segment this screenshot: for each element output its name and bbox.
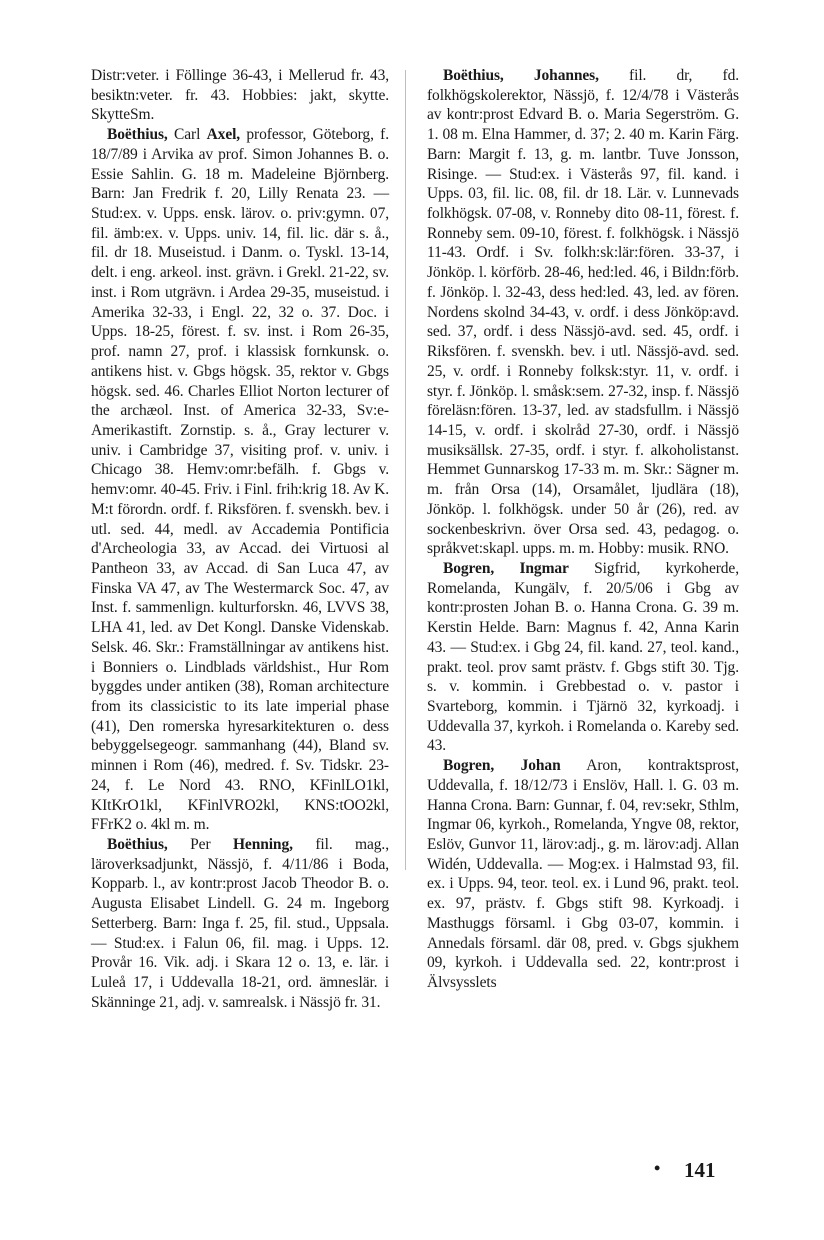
entry-surname: Boëthius, [443,67,504,84]
entry-surname: Bogren, [443,559,495,577]
biography-entry [427,66,739,559]
entry-text: Aron, kontraktsprost, Uddevalla, f. 18/12/73 i Enslöv, Hall. l. G. 03 m. Hanna Crona. Barn: Gunnar, f. 04, rev:sekr, Sthlm, Ingmar 06, kyrkoh., Romelanda, Yngve 08, rektor, Eslöv, Gunvor 11, lärov:adj., g. m. lärov:adj. Allan Widén, Uddevalla. — Mog:ex. i Halmstad 93, fil. ex. i Upps. 94, teor. teol. ex. i Lund 96, prakt. teol. ex. 97, prästv. f. Gbgs stift 98. Kyrkoadj. i Masthuggs församl. i Gbg 03-07, kommin. i Annedals församl. där 08, pred. v. Gbgs sjukhem 09, kyrkoh. i Uddevalla sed. 22, kontr:prost i Älvsysslets [427,757,739,992]
entry-surname: Boëthius, [107,126,168,144]
page-number: 141 [684,1158,716,1182]
left-column [91,66,389,1013]
column-divider [405,70,406,870]
entry-name-rest [494,757,520,774]
entry-given-name: Axel, [206,126,241,144]
entry-given-name: Henning, [232,836,293,854]
entry-given-name: Johan [520,757,561,775]
entry-surname: Boëthius, [107,836,168,854]
right-column [427,66,739,993]
entry-text: Distr:veter. i Föllinge 36-43, i Mellerud fr. 43, besiktn:veter. fr. 43. Hobbies: jakt, skytte. SkytteSm. [91,67,389,124]
entry-name-rest [494,560,519,577]
entry-text: Sigfrid, kyrkoherde, Romelanda, Kungälv, f. 20/5/06 i Gbg av kontr:prosten Johan B. o. Hanna Crona. G. 39 m. Kerstin Helde. Barn: Magnus f. 42, Anna Karin 43. — Stud:ex. i Gbg 24, fil. kand. 27, teol. kand., prakt. teol. prov samt prästv. f. Gbgs stift 30. Tjg. s. v. kommin. i Grebbestad o. v. pastor i Svarteborg, kommin. i Tjärnö 32, kyrkoadj. i Uddevalla 37, kyrkoh. i Romelanda o. Kareby sed. 43. [427,559,739,755]
biography-entry [91,66,389,125]
entry-given-name: Johannes, [533,67,599,84]
biography-entry [427,559,739,756]
entry-surname: Bogren, [443,757,495,775]
biography-entry [91,125,389,835]
biography-entry [91,835,389,1012]
entry-given-name: Ingmar [519,559,569,577]
entry-text: professor, Göteborg, f. 18/7/89 i Arvika av prof. Simon Johannes B. o. Essie Sahlin. G. 18 m. Madeleine Björnberg. Barn: Jan Fredrik f. 20, Lilly Renata 23. — Stud:ex. v. Upps. ensk. lärov. o. priv:gymn. 07, fil. ämb:ex. v. Upps. univ. 14, fil. lic. där s. å., fil. dr 18. Museistud. i Danm. o. Tyskl. 13-14, delt. i eng. arkeol. inst. grävn. i Grekl. 21-22, sv. inst. i Rom utgrävn. i Ardea 29-35, museistud. i Amerika 32-33, i Engl. 22, 32 o. 37. Doc. i Upps. 18-25, förest. f. sv. inst. i Rom 26-35, prof. namn 27, prof. i klassisk fornkunsk. o. antikens hist. v. Gbgs högsk. 35, rektor v. Gbgs högsk. sed. 46. Charles Elliot Norton lecturer of the archæol. Inst. of America 32-33, Sv:e-Amerikastift. Zornstip. s. å., Gray lecturer v. univ. i Cambridge 37, visiting prof. v. univ. i Chicago 38. Hemv:omr:befälh. f. Gbgs v. hemv:omr. 40-45. Friv. i Finl. frih:krig 18. Av K. M:t förordn. ordf. f. Riksfören. f. svenskh. bev. i utl. sed. 44, medl. av Accademia Pontificia d'Archeologia 33, av Accad. dei Virtuosi al Pantheon 33, av Accad. di San Luca 47, av Finska VA 47, av The Westermarck Soc. 47, av Inst. f. sammenlign. kulturforskn. 46, LVVS 38, LHA 41, led. av Det Kongl. Danske Videnskab. Selsk. 46. Skr.: Framställningar av antikens hist. i Bonniers o. Lindblads världshist., Hur Rom byggdes under antiken (38), Roman architecture from its classicistic to its late imperial phase (41), Den romerska hyresarkitekturen o. dess bebyggelsegeogr. sammanhang (44), Bland sv. minnen i Rom (46), medred. f. Sv. Tidskr. 23-24, f. Le Nord 43. RNO, KFinlLO1kl, KItKrO1kl, KFinlVRO2kl, KNS:tOO2kl, FFrK2 o. 4kl m. m. [91,126,389,834]
entry-name-rest: Per [167,836,233,854]
entry-text: fil. dr, fd. folkhögskolerektor, Nässjö, f. 12/4/78 i Västerås av kontr:prost Edvard B. o. Maria Segerström. G. 1. 08 m. Elna Hammer, d. 37; 2. 40 m. Karin Färg. Barn: Margit f. 13, g. m. lantbr. Tuve Jonsson, Risinge. — Stud:ex. i Västerås 97, fil. kand. i Upps. 03, fil. lic. 08, fil. dr 18. Lär. v. Lunnevads folkhögsk. 07-08, v. Ronneby dito 08-11, förest. f. Ronneby sem. 09-10, förest. f. folkhögsk. i Nässjö 11-43. Ordf. i Sv. folkh:sk:lär:fören. 33-37, i Jönköp. l. körförb. 28-46, hed:led. 46, i Bildn:förb. f. Jönköp. l. 32-43, dess hed:led. 43, led. av fören. Nordens skolnd 34-43, v. ordf. i dess Jönköp:avd. sed. 37, ordf. i dess Nässjö-avd. sed. 45, ordf. i Riksfören. f. svenskh. bev. i utl. Nässjö-avd. sed. 25, v. ordf. i Ronneby folksk:styr. 11, v. ordf. i styr. f. Jönköp. l. småsk:sem. 27-32, insp. f. Nässjö föreläsn:fören. 13-37, led. av stadsfullm. i Nässjö 14-15, v. ordf. i skolråd 27-30, ordf. i Nässjö musiksällsk. 27-35, ordf. i styr. f. alkoholistanst. Hemmet Gunnarskog 17-33 m. m. Skr.: Sägner m. m. från Orsa (14), Orsamålet, ljudlära (18), Jönköp. l. folkhögsk. under 50 år (26), red. av sockenbeskrivn. över Orsa sed. 43, pedagog. o. språkvet:skapl. upps. m. m. Hobby: musik. RNO. [427,67,739,558]
biography-entry [427,756,739,993]
entry-name-rest: Carl [167,126,207,144]
entry-name-rest [504,67,534,84]
entry-text: fil. mag., läroverksadjunkt, Nässjö, f. 4/11/86 i Boda, Kopparb. l., av kontr:prost Jacob Theodor B. o. Augusta Elisabet Lindell. G. 24 m. Ingeborg Setterberg. Barn: Inga f. 25, fil. stud., Uppsala. — Stud:ex. i Falun 06, fil. mag. i Upps. 12. Provår 16. Vik. adj. i Skara 12 o. 13, e. lär. i Luleå 17, i Uddevalla 18-21, ord. ämneslär. i Skänninge 21, adj. v. samrealsk. i Nässjö fr. 31. [91,836,389,1011]
footer-bullet: • [654,1158,661,1178]
